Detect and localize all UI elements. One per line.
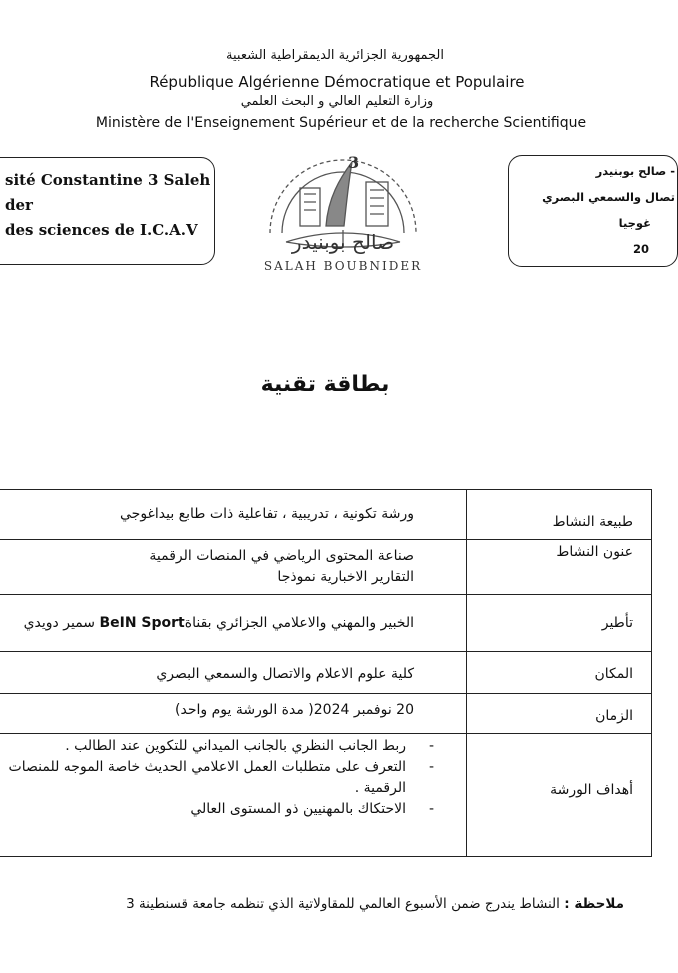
table-row (0, 652, 652, 694)
header-french-republic: République Algérienne Démocratique et Populaire (149, 73, 525, 91)
note-text: النشاط يندرج ضمن الأسبوع العالمي للمقاولاتية الذي تنظمه جامعة قسنطينة 3 (126, 896, 565, 912)
row-value-goals (0, 734, 467, 857)
header-arabic-republic: الجمهورية الجزائرية الديمقراطية الشعبية (226, 48, 444, 63)
faculty-ar-line-2: تصال والسمعي البصري (542, 190, 675, 204)
footer-note (4, 896, 624, 912)
title-line-1: صناعة المحتوى الرياضي في المنصات الرقمية (149, 548, 414, 564)
note-label: ملاحظة : (564, 896, 624, 912)
row-label-title: عنون النشاط (467, 540, 652, 595)
faculty-line-3: des sciences de I.C.A.V (5, 221, 198, 239)
logo-name-french: SALAH BOUBNIDER (263, 259, 423, 273)
row-label-place: المكان (467, 652, 652, 694)
table-row (0, 540, 652, 595)
goals-list (3, 736, 434, 820)
goal-item: - التعرف على متطلبات العمل الاعلامي الحديث خاصة الموجه للمنصات الرقمية . (3, 757, 434, 799)
channel-name: BeIN Sport (99, 615, 185, 631)
faculty-box-arabic (508, 155, 678, 267)
row-label-goals: أهداف الورشة (467, 734, 652, 857)
row-value-nature: ورشة تكونية ، تدريبية ، تفاعلية ذات طابع بيداغوجي (0, 490, 467, 540)
logo-name-arabic: صالح بوبنيدر (291, 230, 395, 254)
row-value-title (0, 540, 467, 595)
table-row (0, 595, 652, 652)
row-value-supervision (0, 595, 467, 652)
row-label-time: الزمان (467, 694, 652, 734)
table-row (0, 694, 652, 734)
header-arabic-ministry: وزارة التعليم العالي و البحث العلمي (240, 94, 434, 109)
header-french-ministry: Ministère de l'Enseignement Supérieur et de la recherche Scientifique (95, 115, 587, 131)
technical-card-table (0, 489, 652, 857)
row-value-place: كلية علوم الاعلام والاتصال والسمعي البصري (0, 652, 467, 694)
faculty-ar-line-1: - صالح بوبنيدر (595, 164, 675, 178)
logo-number: 3 (348, 153, 360, 172)
university-logo (248, 138, 438, 278)
row-label-nature: طبيعة النشاط (467, 490, 652, 540)
faculty-line-1: sité Constantine 3 Saleh (5, 171, 211, 189)
supervisor-name: سمير دويدي (23, 615, 100, 631)
faculty-line-2: der (5, 196, 33, 214)
title-line-2: التقارير الاخبارية نموذجا (277, 569, 414, 585)
table-row (0, 734, 652, 857)
faculty-box-french (0, 157, 215, 265)
document-title: بطاقة تقنية (260, 372, 390, 397)
table-row (0, 490, 652, 540)
row-value-time: 20 نوفمبر 2024( مدة الورشة يوم واحد) (0, 694, 467, 734)
faculty-ar-line-3: غوجيا (618, 216, 651, 230)
faculty-ar-line-4: 20 (632, 242, 649, 256)
row-label-supervision: تأطير (467, 595, 652, 652)
goal-item: - ربط الجانب النظري بالجانب الميداني للتكوين عند الطالب . (3, 736, 434, 757)
goal-item: - الاحتكاك بالمهنيين ذو المستوى العالي (3, 799, 434, 820)
supervisor-text: الخبير والمهني والاعلامي الجزائري بقناة (184, 615, 414, 631)
